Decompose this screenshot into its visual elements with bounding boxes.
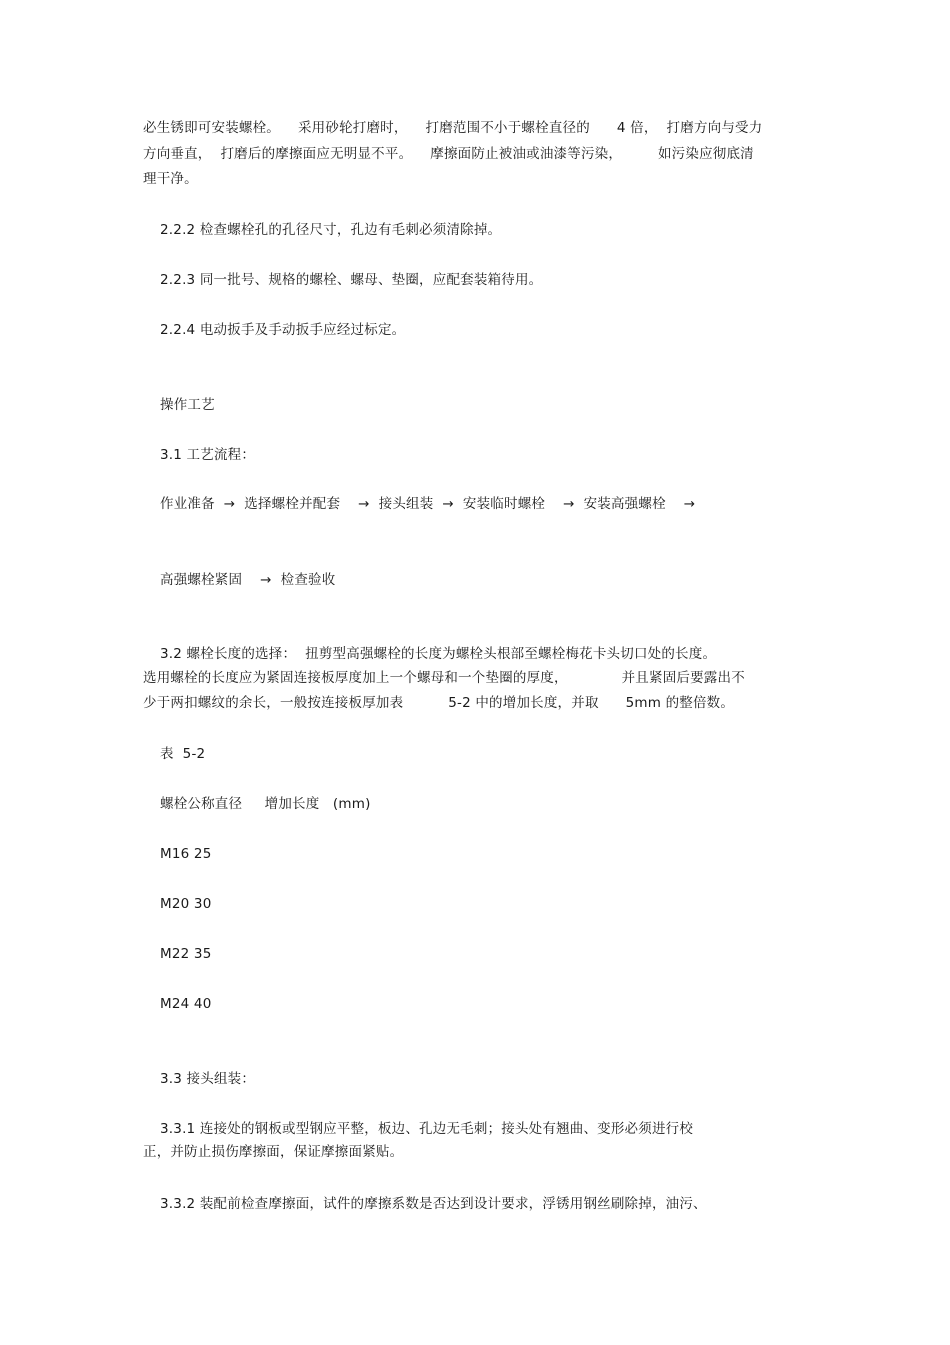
process-flow-line: 作业准备 → 选择螺栓并配套 → 接头组装 → 安装临时螺栓 → 安装高强螺栓 → (160, 496, 696, 512)
paragraph-line: 2.2.3 同一批号、规格的螺栓、螺母、垫圈，应配套装箱待用。 (160, 272, 543, 288)
table-caption: 表 5-2 (160, 746, 206, 762)
paragraph-line: 2.2.4 电动扳手及手动扳手应经过标定。 (160, 322, 406, 338)
paragraph-line: 3.2 螺栓长度的选择： 扭剪型高强螺栓的长度为螺栓头根部至螺栓梅花卡头切口处的长度。 (160, 646, 717, 662)
paragraph-line: 3.3 接头组装： (160, 1071, 256, 1087)
paragraph-line: 3.1 工艺流程： (160, 447, 256, 463)
table-row: M22 35 (160, 946, 212, 962)
table-row: M24 40 (160, 996, 212, 1012)
paragraph-line: 正，并防止损伤摩擦面，保证摩擦面紧贴。 (143, 1144, 404, 1160)
paragraph-line: 少于两扣螺纹的余长，一般按连接板厚加表 5-2 中的增加长度，并取 5mm 的整倍数。 (143, 695, 735, 711)
paragraph-line: 理干净。 (143, 171, 198, 187)
section-heading: 操作工艺 (160, 397, 215, 413)
process-flow-line: 高强螺栓紧固 → 检查验收 (160, 572, 336, 588)
table-row: M20 30 (160, 896, 212, 912)
paragraph-line: 选用螺栓的长度应为紧固连接板厚度加上一个螺母和一个垫圈的厚度， 并且紧固后要露出不 (143, 670, 745, 686)
paragraph-line: 2.2.2 检查螺栓孔的孔径尺寸，孔边有毛刺必须清除掉。 (160, 222, 502, 238)
paragraph-line: 必生锈即可安装螺栓。 采用砂轮打磨时， 打磨范围不小于螺栓直径的 4 倍， 打磨方向与受力 (143, 120, 763, 136)
paragraph-line: 3.3.1 连接处的钢板或型钢应平整，板边、孔边无毛刺；接头处有翘曲、变形必须进行校 (160, 1121, 694, 1137)
table-row: M16 25 (160, 846, 212, 862)
table-header: 螺栓公称直径 增加长度 (mm) (160, 796, 371, 812)
paragraph-line: 方向垂直， 打磨后的摩擦面应无明显不平。 摩擦面防止被油或油漆等污染， 如污染应彻底清 (143, 146, 754, 162)
paragraph-line: 3.3.2 装配前检查摩擦面，试件的摩擦系数是否达到设计要求，浮锈用钢丝刷除掉，油污、 (160, 1196, 707, 1212)
